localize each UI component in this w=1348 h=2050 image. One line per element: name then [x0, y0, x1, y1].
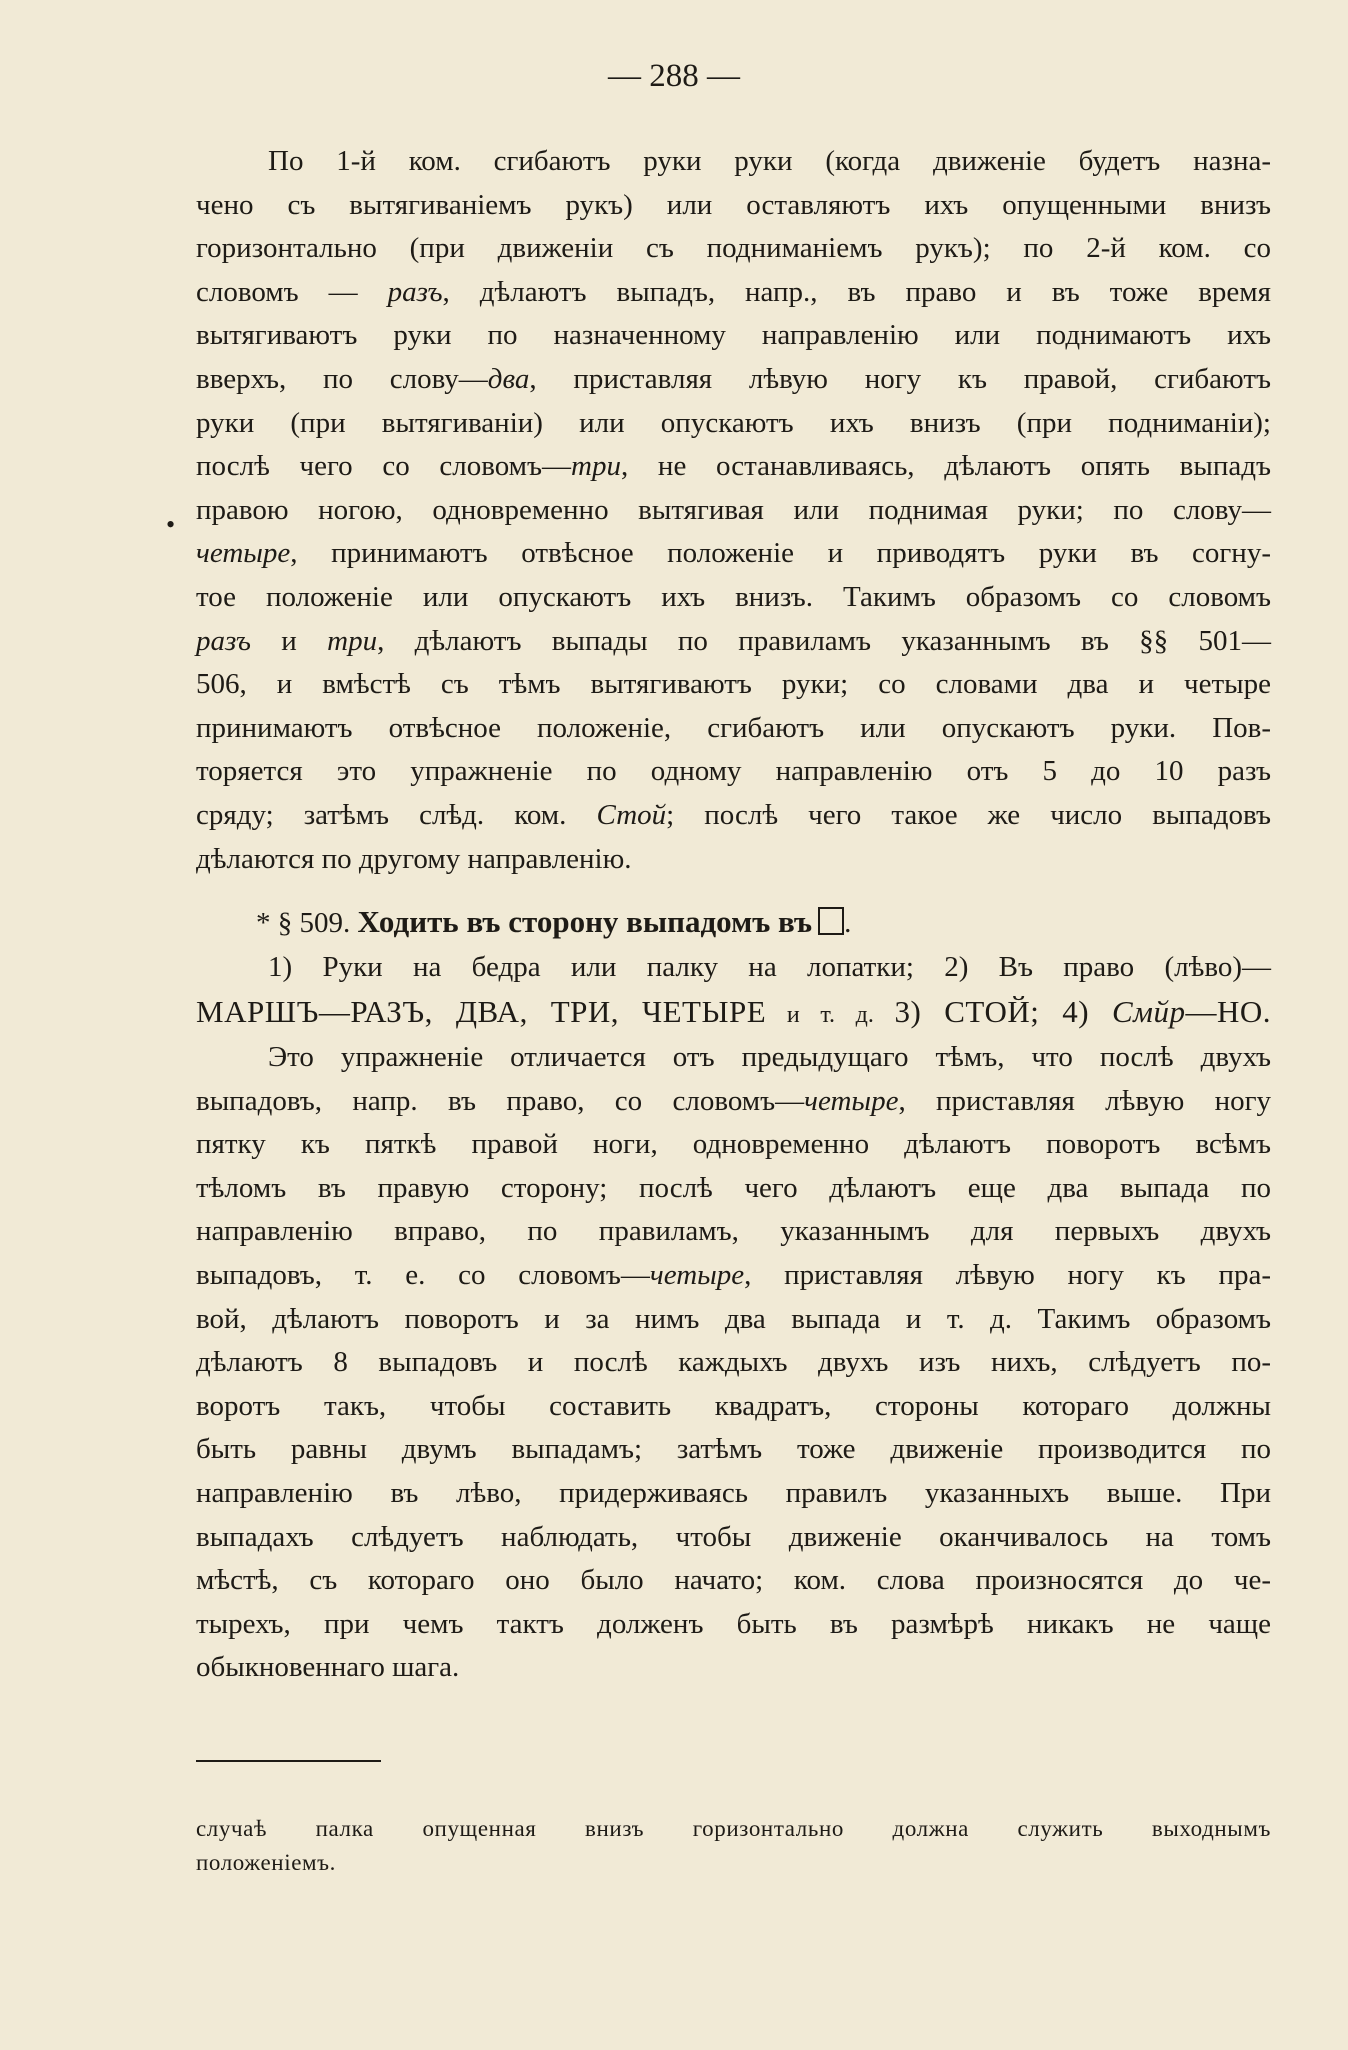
paragraph-1-line	[196, 794, 1271, 838]
footnote-line-2: положеніемъ.	[196, 1850, 337, 1875]
italic-word: четыре	[196, 537, 291, 570]
square-symbol-icon	[818, 907, 844, 935]
paragraph-2-line: дѣлаютъ 8 выпадовъ и послѣ каждыхъ двухъ изъ нихъ, слѣдуетъ по-	[196, 1346, 1271, 1379]
paragraph-2-line: мѣстѣ, съ котораго оно было начато; ком. слова произносятся до че-	[196, 1564, 1271, 1597]
paragraph-1-line: вытягиваютъ руки по назначенному направленію или поднимаютъ ихъ	[196, 319, 1271, 352]
italic-word: три	[327, 624, 378, 657]
paragraph-2-line: воротъ такъ, чтобы составить квадратъ, стороны котораго должны	[196, 1389, 1271, 1422]
footnote	[196, 1812, 1271, 1880]
paragraph-1-line: дѣлаются по другому направленію.	[196, 842, 632, 875]
paragraph-1-line: 506, и вмѣстѣ съ тѣмъ вытягиваютъ руки; со словами два и четыре	[196, 668, 1271, 701]
italic-word: разъ	[387, 275, 443, 308]
paragraph-1-line: руки (при вытягиваніи) или опускаютъ ихъ внизъ (при подниманіи);	[196, 406, 1271, 439]
text-run: , не останавливаясь, дѣлаютъ опять выпадъ	[620, 450, 1271, 483]
text-run: , дѣлаютъ выпадъ, напр., въ право и въ тоже время	[442, 275, 1271, 308]
paragraph-2-line: пятку къ пяткѣ правой ноги, одновременно дѣлаютъ поворотъ всѣмъ	[196, 1128, 1271, 1161]
paragraph-2	[196, 1036, 1271, 1690]
commands-line-1: 1) Руки на бедра или палку на лопатки; 2) Въ право (лѣво)—	[268, 951, 1271, 983]
paragraph-2-line: тѣломъ въ правую сторону; послѣ чего дѣлаютъ еще два выпада по	[196, 1171, 1271, 1204]
italic-word: четыре	[804, 1084, 899, 1117]
paragraph-1-line	[196, 620, 1271, 664]
text-run: сряду; затѣмъ слѣд. ком.	[196, 798, 597, 831]
paragraph-1-line: чено съ вытягиваніемъ рукъ) или оставляютъ ихъ опущенными внизъ	[196, 188, 1271, 221]
text-run: , дѣлаютъ выпады по правиламъ указаннымъ въ §§ 501—	[377, 624, 1271, 657]
text-run: , приставляя лѣвую ногу	[898, 1084, 1271, 1117]
italic-word: три	[571, 450, 621, 483]
paragraph-2-line: Это упражненіе отличается отъ предыдущаго тѣмъ, что послѣ двухъ	[268, 1041, 1271, 1073]
text-run: выпадовъ, напр. въ право, со словомъ—	[196, 1084, 805, 1117]
section-title: Ходить въ сторону выпадомъ въ	[357, 904, 813, 939]
paragraph-2-line	[196, 1080, 1271, 1124]
italic-word: Стой	[596, 798, 667, 831]
text-run: вверхъ, по слову—	[196, 362, 488, 395]
text-run: , приставляя лѣвую ногу къ правой, сгибаютъ	[529, 362, 1271, 395]
paragraph-2-line: обыкновеннаго шага.	[196, 1651, 460, 1684]
section-number: § 509.	[277, 907, 351, 939]
text-run: и	[250, 624, 328, 657]
text-run: выпадовъ, т. е. со словомъ—	[196, 1258, 650, 1291]
paragraph-1-line	[196, 532, 1271, 576]
text-run: , приставляя лѣвую ногу къ пра-	[744, 1258, 1271, 1291]
paragraph-1-line	[196, 271, 1271, 315]
paragraph-1-line	[196, 358, 1271, 402]
paragraph-1-line: горизонтально (при движеніи съ подниманіемъ рукъ); по 2-й ком. со	[196, 232, 1271, 265]
paragraph-2-line	[196, 1254, 1271, 1298]
section-heading: * § 509. Ходить въ сторону выпадомъ въ .	[256, 904, 852, 939]
text-run: послѣ чего со словомъ—	[196, 450, 572, 483]
paragraph-2-line: направленію въ лѣво, придерживаясь правилъ указанныхъ выше. При	[196, 1476, 1271, 1509]
italic-word: два	[487, 362, 530, 395]
page-number: — 288 —	[608, 58, 740, 94]
commands-line-2: МАРШЪ—РАЗЪ, ДВА, ТРИ, ЧЕТЫРЕ и т. д. 3) СТОЙ; 4) Смйр—НО.	[196, 993, 1271, 1029]
text-run: словомъ —	[196, 275, 388, 308]
paragraph-2-line: направленію вправо, по правиламъ, указаннымъ для первыхъ двухъ	[196, 1215, 1271, 1248]
italic-word: четыре	[649, 1258, 745, 1291]
paragraph-2-line: тырехъ, при чемъ тактъ долженъ быть въ размѣрѣ никакъ не чаще	[196, 1607, 1271, 1640]
paragraph-2-line: выпадахъ слѣдуетъ наблюдать, чтобы движеніе оканчивалось на томъ	[196, 1520, 1271, 1553]
italic-word: разъ	[196, 624, 251, 657]
paragraph-1	[196, 140, 1271, 881]
paragraph-1-line: По 1-й ком. сгибаютъ руки руки (когда движеніе будетъ назна-	[268, 145, 1271, 177]
paragraph-1-line: правою ногою, одновременно вытягивая или поднимая руки; по слову—	[196, 493, 1271, 526]
footnote-rule	[196, 1760, 381, 1762]
text-run: ; послѣ чего такое же число выпадовъ	[666, 798, 1271, 831]
paragraph-1-line	[196, 445, 1271, 489]
paragraph-2-line: быть равны двумъ выпадамъ; затѣмъ тоже движеніе производится по	[196, 1433, 1271, 1466]
paragraph-2-line: вой, дѣлаютъ поворотъ и за нимъ два выпада и т. д. Такимъ образомъ	[196, 1302, 1271, 1335]
paragraph-1-line: принимаютъ отвѣсное положеніе, сгибаютъ или опускаютъ руки. Пов-	[196, 711, 1271, 744]
margin-mark: •	[166, 510, 176, 539]
text-run: , принимаютъ отвѣсное положеніе и приводятъ руки въ согну-	[290, 537, 1271, 570]
paragraph-1-line: тое положеніе или опускаютъ ихъ внизъ. Такимъ образомъ со словомъ	[196, 580, 1271, 613]
footnote-line-1: случаѣ палка опущенная внизъ горизонтально должна служить выходнымъ	[196, 1816, 1271, 1841]
commands-block	[196, 946, 1271, 1037]
section-star: *	[256, 907, 271, 939]
paragraph-1-line: торяется это упражненіе по одному направленію отъ 5 до 10 разъ	[196, 755, 1271, 788]
